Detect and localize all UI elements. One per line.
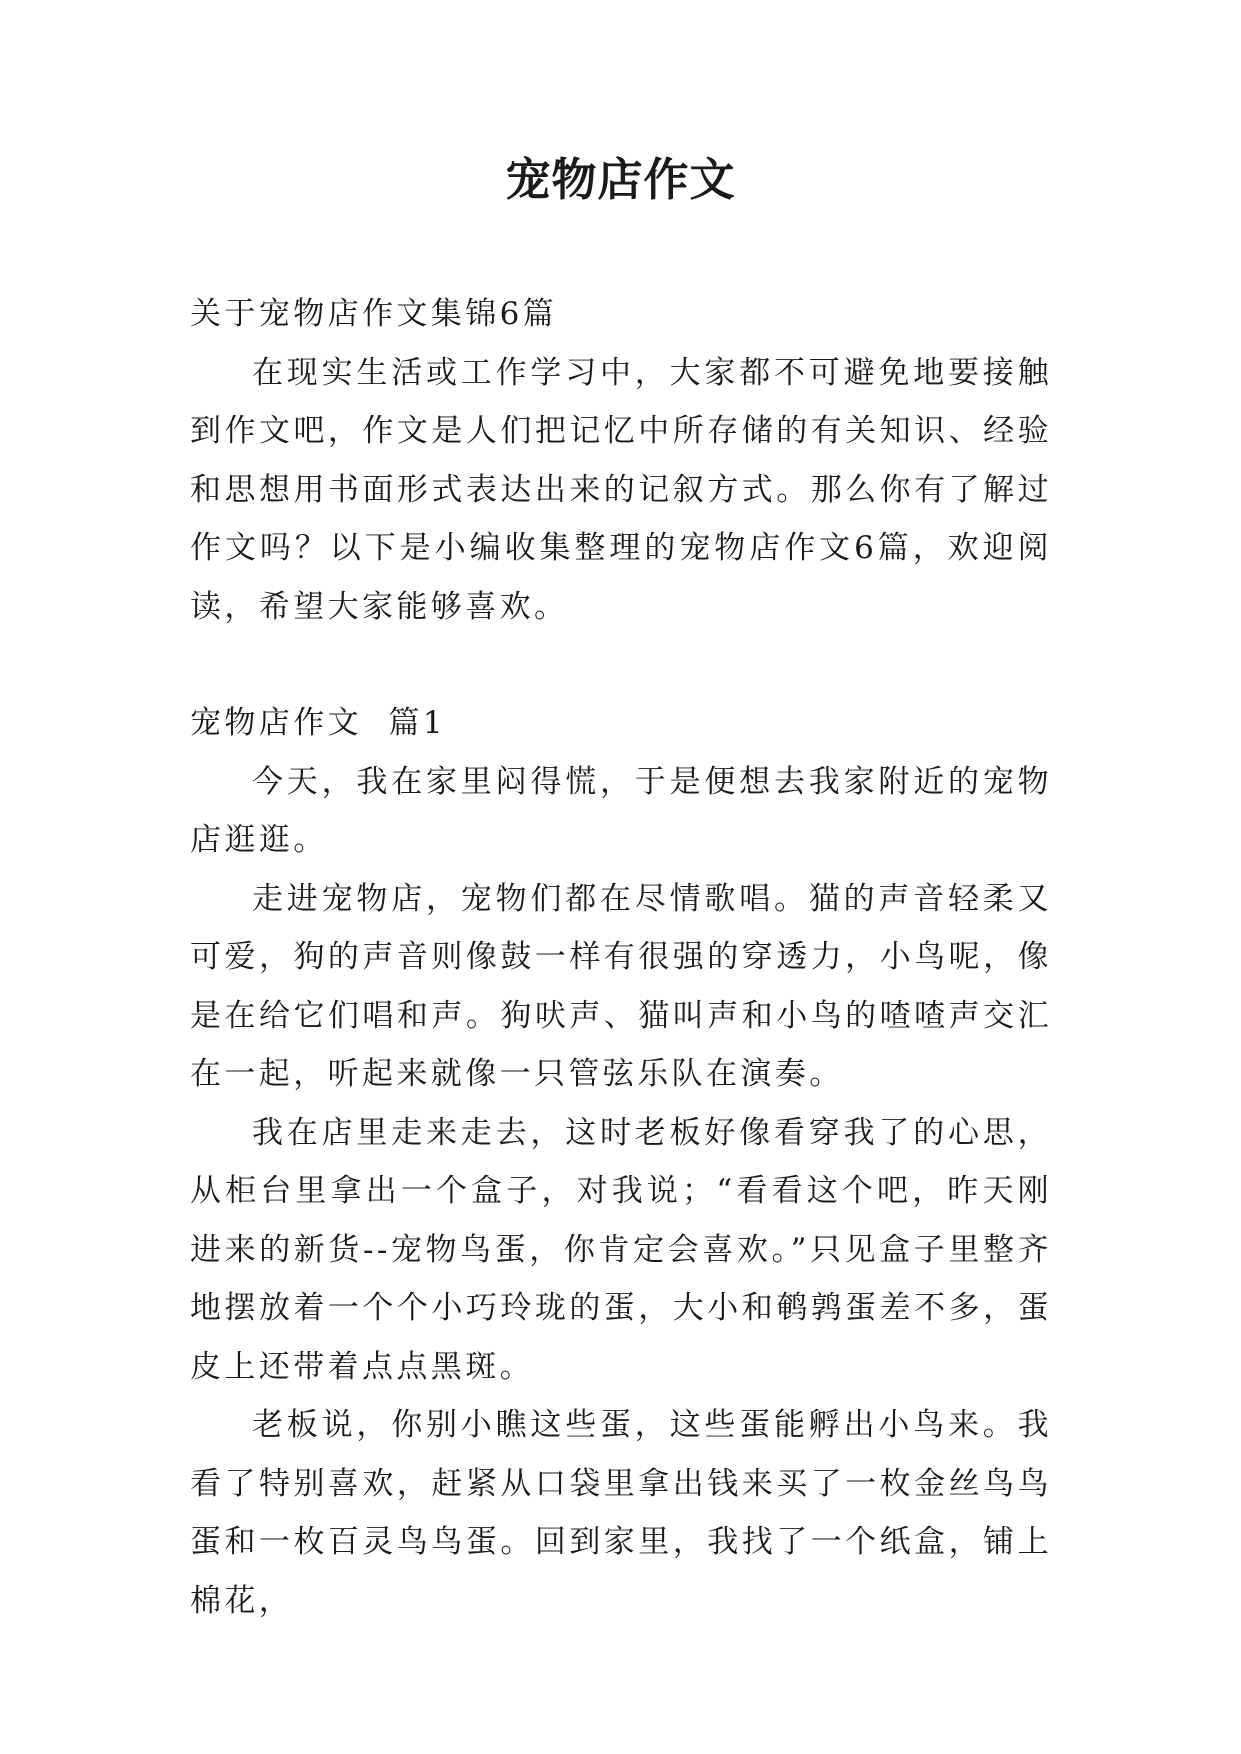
section-heading: 宠物店作文 篇1 xyxy=(190,705,447,741)
document-title: 宠物店作文 xyxy=(505,153,736,206)
intro-heading: 关于宠物店作文集锦6篇 xyxy=(190,296,558,332)
intro-paragraph: 在现实生活或工作学习中，大家都不可避免地要接触到作文吧，作文是人们把记忆中所存储的有关知识、经验和思想用书面形式表达出来的记叙方式。那么你有了解过作文吗？以下是小编收集整理的宠物店作文6篇，欢迎阅读，希望大家能够喜欢。 xyxy=(190,354,1052,625)
section-spacer xyxy=(190,636,1052,694)
document-body xyxy=(190,285,1052,1630)
body-paragraph: 今天，我在家里闷得慌，于是便想去我家附近的宠物店逛逛。 xyxy=(190,763,1052,858)
body-paragraph: 我在店里走来走去，这时老板好像看穿我了的心思，从柜台里拿出一个盒子，对我说；“看看这个吧，昨天刚进来的新货--宠物鸟蛋，你肯定会喜欢。”只见盒子里整齐地摆放着一个个小巧玲珑的蛋，大小和鹌鹑蛋差不多，蛋皮上还带着点点黑斑。 xyxy=(190,1114,1052,1385)
body-paragraph: 老板说，你别小瞧这些蛋，这些蛋能孵出小鸟来。我看了特别喜欢，赶紧从口袋里拿出钱来买了一枚金丝鸟鸟蛋和一枚百灵鸟鸟蛋。回到家里，我找了一个纸盒，铺上棉花， xyxy=(190,1407,1052,1619)
body-paragraph: 走进宠物店，宠物们都在尽情歌唱。猫的声音轻柔又可爱，狗的声音则像鼓一样有很强的穿透力，小鸟呢，像是在给它们唱和声。狗吠声、猫叫声和小鸟的喳喳声交汇在一起，听起来就像一只管弦乐队在演奏。 xyxy=(190,880,1052,1092)
